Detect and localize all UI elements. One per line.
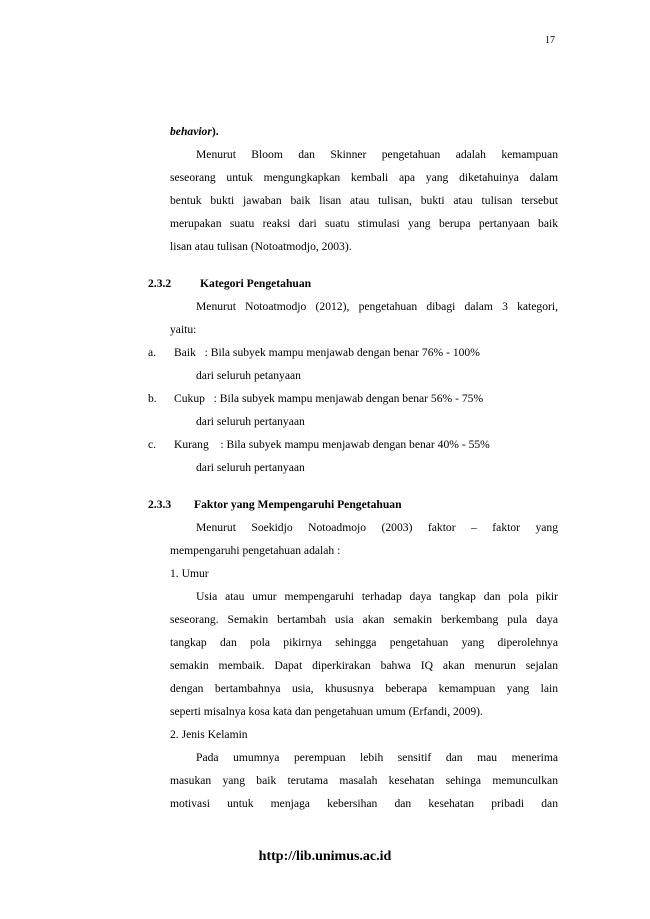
footer-url-link[interactable]: http://lib.unimus.ac.id bbox=[258, 849, 392, 864]
text-line: lisan atau tulisan (Notoatmodjo, 2003). bbox=[170, 240, 352, 253]
text-line: Menurut Soekidjo Notoadmojo (2003) faktor – faktor yang bbox=[196, 521, 558, 534]
text-line: seseorang. Semakin bertambah usia akan semakin berkembang pula daya bbox=[170, 613, 558, 626]
list-letter: a. bbox=[148, 346, 157, 359]
text-line: bentuk bukti jawaban baik lisan atau tulisan, bukti atau tulisan tersebut bbox=[170, 194, 558, 207]
text-line: Menurut Bloom dan Skinner pengetahuan adalah kemampuan bbox=[196, 148, 558, 161]
page-number: 17 bbox=[545, 35, 555, 46]
text-line: merupakan suatu reaksi dari suatu stimulasi yang berupa pertanyaan baik bbox=[170, 217, 558, 230]
section-heading-2-3-2 bbox=[148, 272, 558, 295]
document-body bbox=[148, 120, 558, 815]
text-line: masukan yang baik terutama masalah kesehatan sehinga memunculkan bbox=[170, 774, 558, 787]
text-line: tangkap dan pola pikirnya sehingga pengetahuan yang diperolehnya bbox=[170, 636, 558, 649]
text-line: Menurut Notoatmodjo (2012), pengetahuan dibagi dalam 3 kategori, bbox=[196, 300, 558, 313]
paragraph-umur bbox=[148, 585, 558, 723]
text-line: semakin membaik. Dapat diperkirakan bahwa IQ akan menurun sejalan bbox=[170, 659, 558, 672]
text-line: yaitu: bbox=[170, 323, 197, 336]
text-line: motivasi untuk menjaga kebersihan dan kesehatan pribadi dan bbox=[170, 797, 558, 810]
list-item: b. Cukup : Bila subyek mampu menjawab dengan benar 56% - 75% bbox=[148, 387, 558, 410]
list-item-continuation: dari seluruh pertanyaan bbox=[196, 415, 305, 428]
list-item-continuation: dari seluruh petanyaan bbox=[196, 369, 301, 382]
section-heading-2-3-3 bbox=[148, 493, 558, 516]
paragraph-bloom bbox=[148, 143, 558, 258]
subheading-umur: 1. Umur bbox=[170, 567, 209, 580]
list-letter: b. bbox=[148, 392, 157, 405]
list-item: a. Baik : Bila subyek mampu menjawab dengan benar 76% - 100% bbox=[148, 341, 558, 364]
list-item: c. Kurang : Bila subyek mampu menjawab dengan benar 40% - 55% bbox=[148, 433, 558, 456]
subheading-jenis-kelamin: 2. Jenis Kelamin bbox=[170, 728, 248, 741]
list-letter: c. bbox=[148, 438, 157, 451]
text-line: seperti misalnya kosa kata dan pengetahuan umum (Erfandi, 2009). bbox=[170, 705, 483, 718]
text-line: seseorang untuk mengungkapkan kembali apa yang diketahuinya dalam bbox=[170, 171, 558, 184]
section-number: 2.3.3 bbox=[148, 498, 172, 511]
text-line: Usia atau umur mempengaruhi terhadap daya tangkap dan pola pikir bbox=[196, 590, 558, 603]
list-item-continuation: dari seluruh pertanyaan bbox=[196, 461, 305, 474]
paragraph-behavior-end: behavior). bbox=[170, 125, 219, 138]
text-line: Pada umumnya perempuan lebih sensitif dan mau menerima bbox=[196, 751, 558, 764]
section-title: Kategori Pengetahuan bbox=[200, 277, 312, 290]
section-title: Faktor yang Mempengaruhi Pengetahuan bbox=[194, 498, 402, 511]
text-line: mempengaruhi pengetahuan adalah : bbox=[170, 544, 341, 557]
section-number: 2.3.2 bbox=[148, 277, 172, 290]
category-list bbox=[148, 341, 558, 479]
paragraph-jenis-kelamin bbox=[148, 746, 558, 815]
text-line: dengan bertambahnya usia, khususnya beberapa kemampuan yang lain bbox=[170, 682, 558, 695]
